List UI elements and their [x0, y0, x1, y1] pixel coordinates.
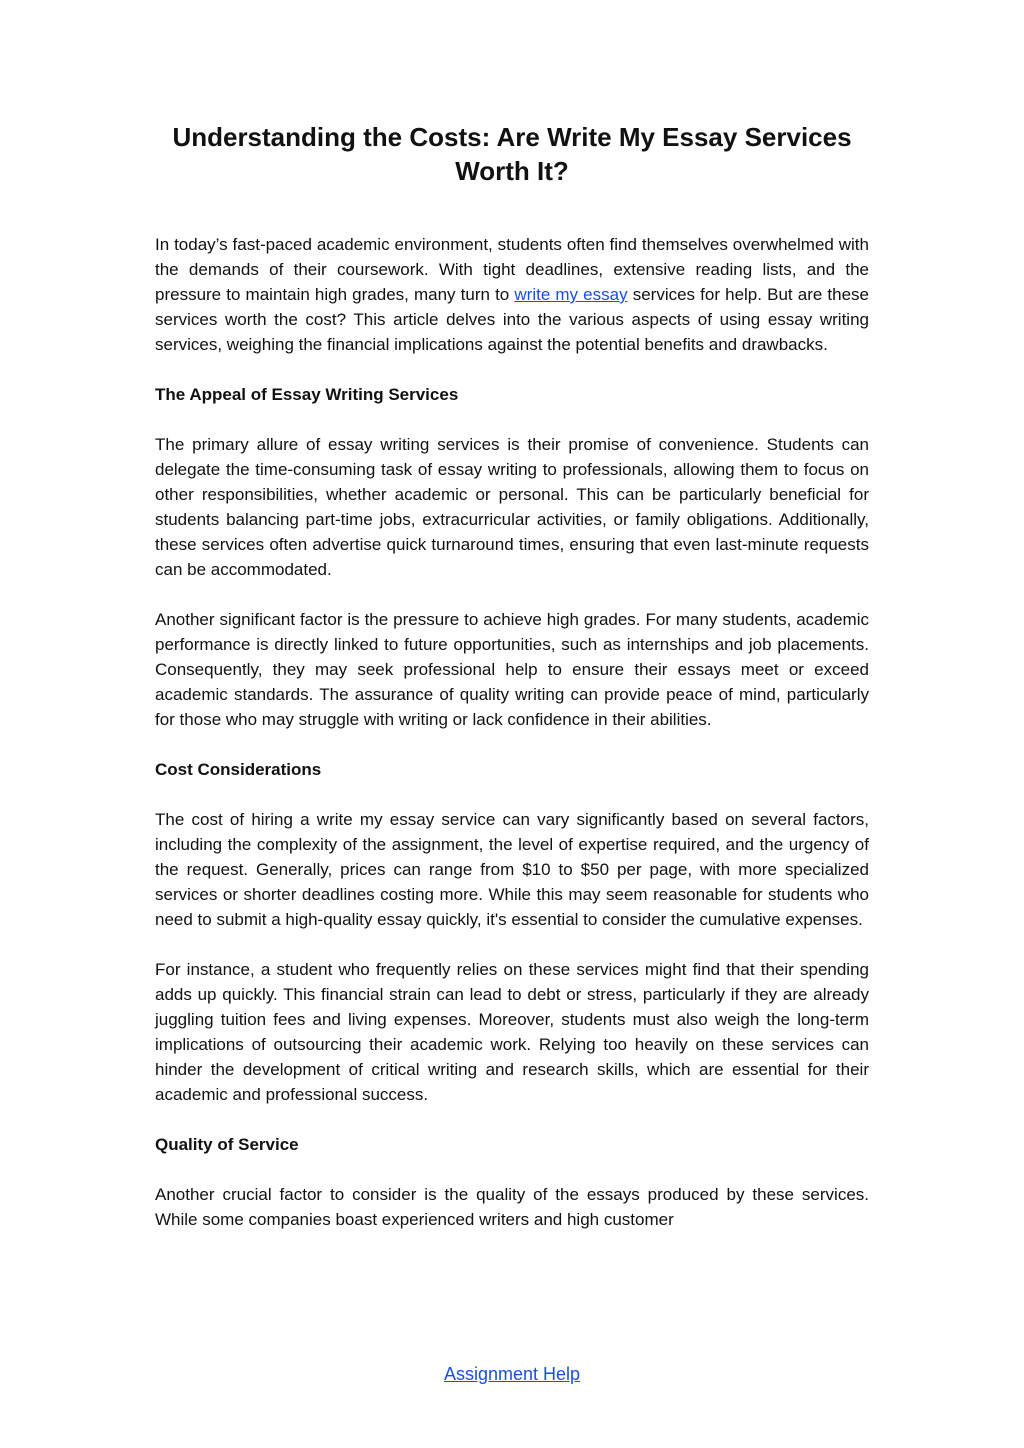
title-line-2: Worth It? [455, 156, 569, 186]
assignment-help-link[interactable]: Assignment Help [443, 1364, 581, 1384]
title-line-1: Understanding the Costs: Are Write My Essay Services [172, 122, 852, 152]
page-footer [0, 1362, 1024, 1386]
intro-paragraph [155, 232, 869, 357]
write-my-essay-link[interactable]: write my essay [514, 285, 628, 304]
paragraph-quality-1: Another crucial factor to consider is the quality of the essays produced by these services. While some companies boast experienced writers and high customer [155, 1185, 869, 1229]
paragraph-cost-1: The cost of hiring a write my essay service can vary significantly based on several factors, including the complexity of the assignment, the level of expertise required, and the urgency of the request. Generally, prices can range from $10 to $50 per page, with more specialized services or shorter deadlines costing more. While this may seem reasonable for students who need to submit a high-quality essay quickly, it's essential to consider the cumulative expenses. [155, 810, 869, 929]
section-heading-cost: Cost Considerations [155, 760, 322, 779]
paragraph-appeal-2: Another significant factor is the pressure to achieve high grades. For many students, academic performance is directly linked to future opportunities, such as internships and job placements. Consequently, they may seek professional help to ensure their essays meet or exceed academic standards. The assurance of quality writing can provide peace of mind, particularly for those who may struggle with writing or lack confidence in their abilities. [155, 610, 869, 729]
page-title [155, 120, 869, 188]
document-body [155, 232, 869, 1232]
intro-text-after-link: services for help. But are these services worth the cost? This article delves into the various aspects of using essay writing services, weighing the financial implications against the potential benefits and drawbacks. [155, 285, 870, 354]
paragraph-appeal-1: The primary allure of essay writing services is their promise of convenience. Students can delegate the time-consuming task of essay writing to professionals, allowing them to focus on other responsibilities, whether academic or personal. This can be particularly beneficial for students balancing part-time jobs, extracurricular activities, or family obligations. Additionally, these services often advertise quick turnaround times, ensuring that even last-minute requests can be accommodated. [155, 435, 869, 579]
section-heading-appeal: The Appeal of Essay Writing Services [155, 385, 459, 404]
document-page [155, 120, 869, 1257]
paragraph-cost-2: For instance, a student who frequently relies on these services might find that their spending adds up quickly. This financial strain can lead to debt or stress, particularly if they are already juggling tuition fees and living expenses. Moreover, students must also weigh the long-term implications of outsourcing their academic work. Relying too heavily on these services can hinder the development of critical writing and research skills, which are essential for their academic and professional success. [155, 960, 869, 1104]
section-heading-quality: Quality of Service [155, 1135, 299, 1154]
intro-text-before-link: In today’s fast-paced academic environment, students often find themselves overwhelmed with the demands of their coursework. With tight deadlines, extensive reading lists, and the pressure to maintain high grades, many turn to [155, 235, 869, 304]
